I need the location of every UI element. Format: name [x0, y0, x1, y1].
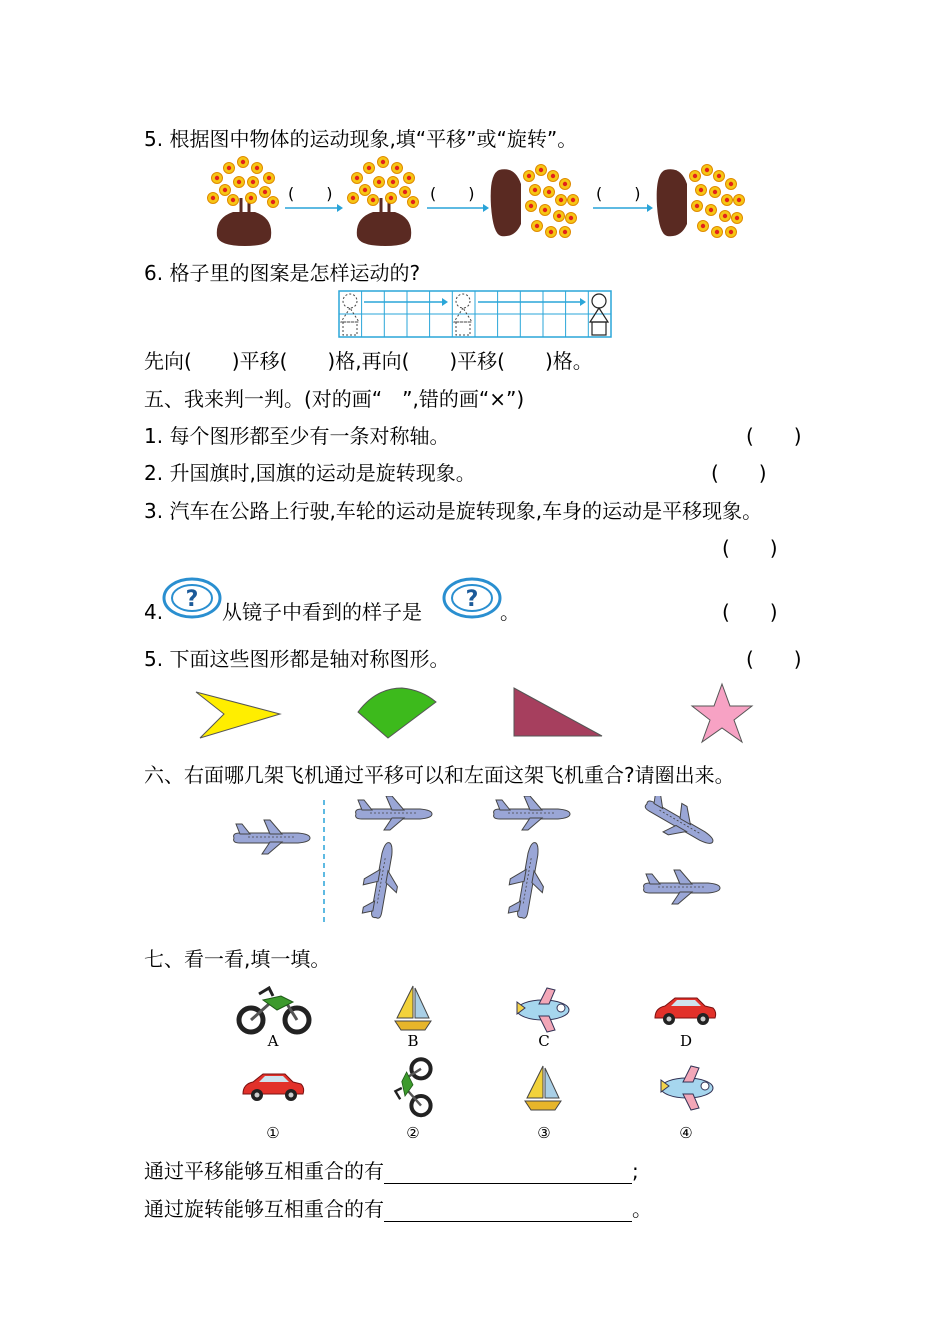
fill-translation-blank[interactable] — [384, 1161, 632, 1184]
plane-3 — [494, 796, 570, 830]
judge-5-text: 5. 下面这些图形都是轴对称图形。 — [144, 647, 450, 671]
airplanes-figure — [220, 796, 740, 926]
toy-plane-C — [517, 988, 569, 1032]
label-D: D — [679, 1032, 693, 1050]
sailboat-B — [395, 986, 431, 1030]
plane-1 — [356, 796, 432, 830]
objects-top-row — [225, 980, 725, 1046]
q6-grid-figure — [338, 290, 612, 338]
sailboat-3 — [525, 1066, 561, 1110]
fill-rotation-text: 通过旋转能够互相重合的有 — [144, 1197, 384, 1221]
fill-rotation — [144, 1196, 652, 1222]
fill-rotation-end: 。 — [632, 1197, 652, 1221]
flower-vase-4 — [657, 165, 745, 238]
q6-title: 6. 格子里的图案是怎样运动的? — [144, 261, 421, 285]
toy-plane-4 — [661, 1066, 713, 1110]
label-1: ① — [266, 1124, 280, 1142]
q5-paren-1[interactable]: ( ) — [288, 184, 333, 203]
section-5-title: 五、我来判一判。(对的画“ ”,错的画“×”) — [144, 387, 525, 411]
judge-2-text: 2. 升国旗时,国旗的运动是旋转现象。 — [144, 461, 476, 485]
section-6-title: 六、右面哪几架飞机通过平移可以和左面这架飞机重合?请圈出来。 — [144, 763, 735, 787]
label-C: C — [538, 1032, 550, 1050]
judge-1-paren[interactable]: ( ) — [746, 424, 802, 448]
judge-4-num: 4. — [144, 600, 164, 624]
flower-vase-1 — [208, 157, 279, 247]
judge-3-text: 3. 汽车在公路上行驶,车轮的运动是旋转现象,车身的运动是平移现象。 — [144, 499, 763, 523]
arrowhead-shape — [196, 692, 280, 738]
q6-answer[interactable]: 先向( )平移( )格,再向( )平移( )格。 — [144, 349, 593, 373]
motorcycle-A — [239, 988, 309, 1032]
reference-plane — [234, 820, 310, 854]
label-3: ③ — [537, 1124, 551, 1142]
label-A: A — [267, 1032, 279, 1050]
q5-paren-3[interactable]: ( ) — [596, 184, 641, 203]
q5-title: 5. 根据图中物体的运动现象,填“平移”或“旋转”。 — [144, 127, 578, 151]
judge-2-paren[interactable]: ( ) — [711, 461, 767, 485]
section-7-title: 七、看一看,填一填。 — [144, 947, 331, 971]
car-D — [655, 998, 716, 1025]
flower-vase-3 — [491, 165, 579, 238]
judge-4-paren[interactable]: ( ) — [722, 600, 778, 624]
objects-bottom-row — [225, 1052, 725, 1124]
judge-1-text: 1. 每个图形都至少有一条对称轴。 — [144, 424, 450, 448]
judge-5-paren[interactable]: ( ) — [746, 647, 802, 671]
star-shape — [692, 684, 752, 742]
label-4: ④ — [679, 1124, 693, 1142]
fill-rotation-blank[interactable] — [384, 1199, 632, 1222]
judge-3-paren[interactable]: ( ) — [722, 536, 778, 560]
q5-flower-vases — [195, 152, 755, 252]
label-2: ② — [406, 1124, 420, 1142]
svg-text:?: ? — [185, 587, 199, 612]
plane-4 — [504, 839, 551, 920]
car-1 — [243, 1074, 304, 1101]
fill-translation — [144, 1158, 639, 1184]
question-mark-icon — [162, 576, 222, 620]
plane-2 — [358, 839, 405, 920]
mirrored-question-mark-icon — [442, 576, 502, 620]
plane-5 — [638, 796, 721, 856]
symmetry-shapes — [190, 680, 760, 750]
sector-shape — [358, 688, 436, 738]
judge-4-text: 从镜子中看到的样子是 — [222, 600, 422, 624]
motorcycle-2 — [395, 1059, 430, 1115]
judge-4-end: 。 — [500, 600, 520, 624]
right-triangle-shape — [514, 688, 602, 736]
fill-translation-end: ; — [632, 1159, 639, 1183]
flower-vase-2 — [348, 157, 419, 247]
plane-6 — [644, 870, 720, 904]
svg-text:?: ? — [465, 587, 479, 612]
fill-translation-text: 通过平移能够互相重合的有 — [144, 1159, 384, 1183]
label-B: B — [407, 1032, 419, 1050]
q5-paren-2[interactable]: ( ) — [430, 184, 475, 203]
